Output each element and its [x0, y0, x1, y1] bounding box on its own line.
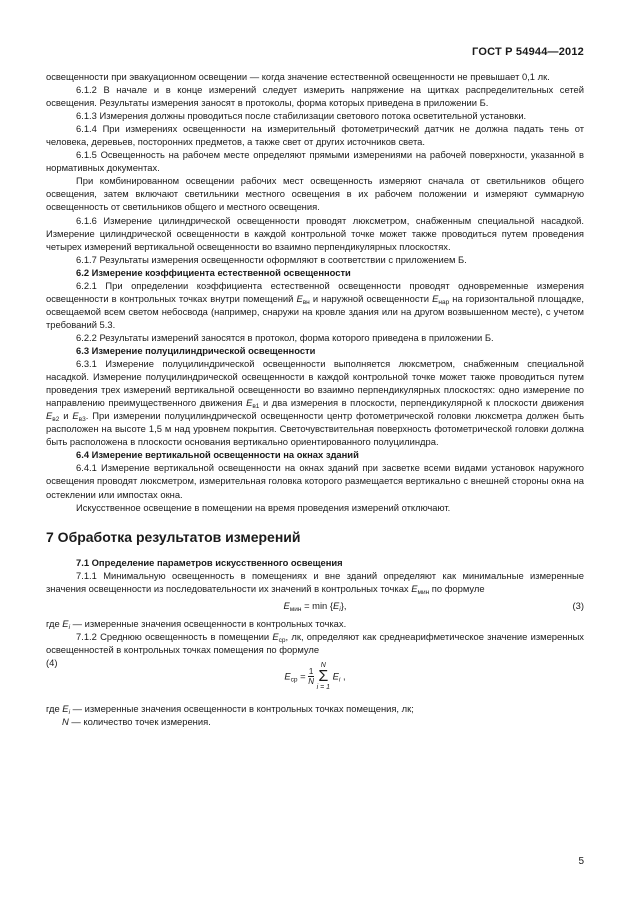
paragraph: 6.2.1 При определении коэффициента естественной освещенности проводят одновременные измерения освещенности в контрольных точках внутри помещений $E_{вн}$ и наружной освещенности $E_{нар}$ на горизонтальной площадке, освещаемой всем светом небосвода (например, снаружи на кровле здания или на другом возвышенном месте), с учетом требований 5.3. — [46, 279, 584, 330]
paragraph: N — количество точек измерения. — [62, 715, 211, 727]
paragraph: 6.1.3 Измерения должны проводиться после стабилизации светового потока осветительной установки. — [76, 110, 527, 122]
section-heading: 6.4 Измерение вертикальной освещенности на окнах зданий — [76, 449, 359, 461]
paragraph: где $E_i$ — измеренные значения освещенности в контрольных точках помещения, лк; — [46, 702, 414, 716]
section-heading: 7.1 Определение параметров искусственного освещения — [76, 556, 343, 568]
paragraph: 7.1.2 Среднюю освещенность в помещении $E_{ср}$, лк, определяют как среднеарифметическое значение измеренных освещенностей в контрольных точках помещения по формуле — [46, 630, 584, 655]
paragraph: 6.1.5 Освещенность на рабочем месте определяют прямыми измерениями на рабочей поверхности, указанной в нормативных документах. — [46, 149, 584, 174]
summation: N Σ i = 1 — [316, 661, 331, 691]
paragraph: Искусственное освещение в помещении на время проведения измерений отключают. — [76, 501, 451, 513]
paragraph: При комбинированном освещении рабочих мест освещенность измеряют сначала от светильников общего освещения, затем включают светильники местного освещения в их рабочем положении и измеряют суммарную освещенность от светильников общего и местного освещения. — [46, 175, 584, 213]
paragraph: 6.1.7 Результаты измерения освещенности оформляют в соответствии с приложением Б. — [76, 253, 467, 265]
formula-3: $E_{мин} = \min \{E_i\}$, (3) — [283, 599, 584, 613]
paragraph: где $E_i$ — измеренные значения освещенности в контрольных точках. — [46, 617, 347, 631]
page-number: 5 — [578, 856, 584, 867]
paragraph: 6.1.6 Измерение цилиндрической освещенности проводят люксметром, снабженным специальной насадкой. Измерение цилиндрической освещенности в каждой контрольной точке может также проводиться путем проведения четырех измерений вертикальной освещенности во взаимно перпендикулярных плоскостях. — [46, 214, 584, 252]
fraction: $\frac{1}{N}$ — [308, 667, 314, 687]
formula-4: $E_{ср}$ = $\frac{1}{N}$ N Σ i = 1 $E_i$ , (4) — [46, 656, 584, 702]
section-heading: 6.2 Измерение коэффициента естественной освещенности — [76, 266, 351, 278]
paragraph: 6.2.2 Результаты измерений заносятся в протокол, форма которого приведена в приложении Б. — [76, 331, 494, 343]
paragraph: освещенности при эвакуационном освещении — когда значение естественной освещенности не превышает 0,1 лк. — [46, 71, 550, 82]
paragraph: 6.1.2 В начале и в конце измерений следует измерить напряжение на щитках распределительных сетей освещения. Результаты измерения заносят в протоколы, форма которых приведена в приложении Б. — [46, 84, 584, 109]
paragraph: 6.3.1 Измерение полуцилиндрической освещенности выполняется люксметром, снабженным специальной насадкой. Измерение полуцилиндрической освещенности в каждой контрольной точке может также проводиться путем проведения трех измерений вертикальной освещенности во взаимно перпендикулярных плоскостях: одно измерение по направлению преимущественного движения $E_{в1}$ и два измерения в плоскости, перпендикулярной к плоскости движения $E_{в2}$ и $E_{в3}$. При измерении полуцилиндрической освещенности центр фотометрической головки люксметра должен быть расположен на высоте 1,5 м над уровнем покрытия. Светочувствительная поверхность фотометрической головки должна быть расположена в плоскости основания вертикально ориентированного полуцилиндра. — [46, 358, 585, 448]
document-header-title: ГОСТ Р 54944—2012 — [472, 46, 584, 58]
paragraph: 7.1.1 Минимальную освещенность в помещениях и вне зданий определяют как минимальные измеренные значения освещенности из последовательности их значений в контрольных точках $E_{мин}$ по формуле — [46, 569, 584, 596]
section-heading: 6.3 Измерение полуцилиндрической освещенности — [76, 344, 316, 356]
paragraph: 6.1.4 При измерениях освещенности на измерительный фотометрический датчик не должна падать тень от человека, деревьев, посторонних предметов, а также свет от других источников света. — [46, 123, 584, 148]
document-body — [46, 70, 584, 728]
paragraph: 6.4.1 Измерение вертикальной освещенности на окнах зданий при засветке всеми видами установок наружного освещения проводят люксметром, измерительная головка которого размещается вертикально с внешней стороны окна на остеклении или импостах окна. — [46, 462, 584, 500]
chapter-heading: 7 Обработка результатов измерений — [46, 528, 301, 545]
formula-number: (3) — [572, 599, 584, 611]
formula-number: (4) — [46, 656, 58, 668]
